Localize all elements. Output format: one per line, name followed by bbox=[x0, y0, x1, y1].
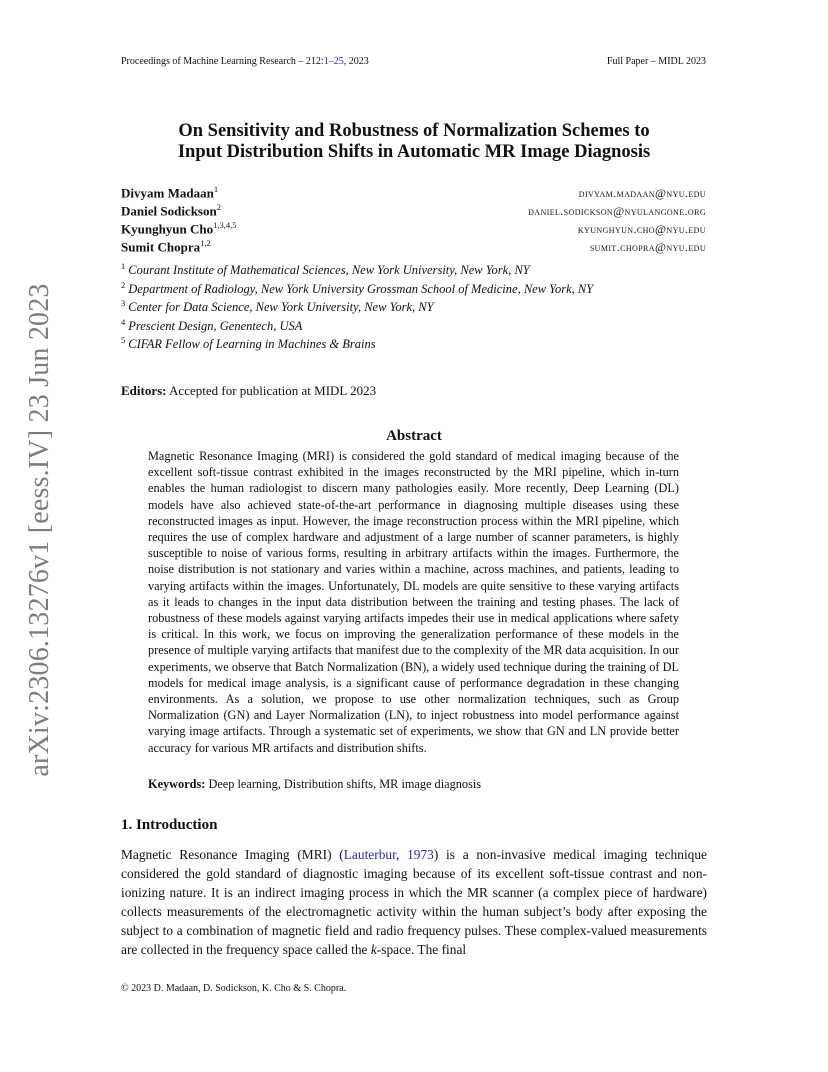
author-name: Sumit Chopra$^{1,2}$ bbox=[121, 238, 211, 255]
header-year: , 2023 bbox=[343, 56, 369, 67]
title-line-2: Input Distribution Shifts in Automatic MR Image Diagnosis bbox=[177, 142, 651, 162]
affiliation-item: $^5$ CIFAR Fellow of Learning in Machines & Brains bbox=[121, 335, 376, 352]
author-email[interactable]: sumit.chopra@nyu.edu bbox=[589, 240, 706, 255]
arxiv-sidebar-stamp: arXiv:2306.13276v1 [eess.IV] 23 Jun 2023 bbox=[24, 283, 55, 777]
running-header-left bbox=[121, 56, 369, 67]
author-email[interactable]: divyam.madaan@nyu.edu bbox=[578, 186, 706, 201]
citation-year-link[interactable]: 1973 bbox=[407, 847, 434, 862]
editors-note bbox=[121, 383, 376, 399]
author-affiliation-marks: 1,3,4,5 bbox=[213, 220, 237, 230]
author-row bbox=[121, 184, 706, 202]
journal-name: Proceedings of Machine Learning Research – 212: bbox=[121, 56, 324, 67]
author-block bbox=[121, 184, 706, 256]
author-email[interactable]: kyunghyun.cho@nyu.edu bbox=[577, 222, 706, 237]
keywords-label: Keywords: bbox=[148, 777, 206, 791]
author-name: Divyam Madaan$^1$ bbox=[121, 184, 219, 201]
author-name: Kyunghyun Cho$^{1,3,4,5}$ bbox=[121, 220, 237, 237]
section-heading-introduction: 1. Introduction bbox=[121, 817, 218, 833]
author-affiliation-marks: 2 bbox=[216, 202, 221, 212]
citation-author-link[interactable]: Lauterbur bbox=[343, 847, 397, 862]
keywords-text: Deep learning, Distribution shifts, MR image diagnosis bbox=[208, 777, 482, 791]
page-range-link[interactable]: 1–25 bbox=[323, 56, 344, 67]
author-affiliation-marks: 1 bbox=[213, 184, 219, 194]
author-row bbox=[121, 238, 706, 256]
affiliation-item: $^1$ Courant Institute of Mathematical Sciences, New York University, New York, NY bbox=[121, 261, 530, 278]
kspace-italic: k bbox=[370, 942, 377, 957]
author-email[interactable]: daniel.sodickson@nyulangone.org bbox=[528, 204, 706, 219]
editors-text: Accepted for publication at MIDL 2023 bbox=[169, 383, 377, 398]
author-affiliation-marks: 1,2 bbox=[200, 238, 211, 248]
abstract-heading: Abstract bbox=[386, 428, 442, 444]
running-header-right: Full Paper – MIDL 2023 bbox=[606, 56, 706, 67]
copyright-footer: © 2023 D. Madaan, D. Sodickson, K. Cho & S. Chopra. bbox=[121, 983, 347, 994]
abstract-body: Magnetic Resonance Imaging (MRI) is considered the gold standard of medical imaging because of the excellent soft-tissue contrast exhibited in the images reconstructed by the MRI pipeline, which in-turn enables the human radiologist to discern many pathologies easily. More recently, Deep Learning (DL) models have also achieved state-of-the-art performance in diagnosing multiple diseases using these reconstructed images as input. However, the image reconstruction process within the MRI pipeline, which requires the use of complex hardware and adjustment of a large number of scanner parameters, is highly susceptible to noise of various forms, resulting in arbitrary artifacts within the images. Furthermore, the noise distribution is not stationary and varies within a machine, across machines, and patients, leading to varying artifacts within the images. Unfortunately, DL models are quite sensitive to these varying artifacts as it leads to changes in the input data distribution between the training and testing phases. The lack of robustness of these models against varying artifacts impedes their use in medical applications where safety is critical. In this work, we focus on improving the generalization performance of these models in the presence of multiple varying artifacts that manifest due to the complexity of the MR data acquisition. In our experiments, we observe that Batch Normalization (BN), a widely used technique during the training of DL models for medical image analysis, is a significant cause of performance degradation in these changing environments. As a solution, we propose to use other normalization techniques, such as Group Normalization (GN) and Layer Normalization (LN), to inject robustness into model performance against varying image artifacts. Through a systematic set of experiments, we show that GN and LN provide better accuracy for various MR artifacts and distribution shifts. bbox=[148, 449, 679, 755]
author-row bbox=[121, 220, 706, 238]
introduction-paragraph: Magnetic Resonance Imaging (MRI) (Lauterbur, 1973) is a non-invasive medical imaging technique considered the gold standard of diagnostic imaging because of its excellent soft-tissue contrast and non-ionizing nature. It is an indirect imaging process in which the MR scanner (a complex piece of hardware) collects measurements of the electromagnetic activity within the human subject’s body after exposing the subject to a combination of magnetic field and radio frequency pulses. These complex-valued measurements are collected in the frequency space called the k-space. The final bbox=[121, 847, 708, 957]
author-row bbox=[121, 202, 706, 220]
affiliation-item: $^3$ Center for Data Science, New York University, New York, NY bbox=[121, 298, 434, 315]
paper-title bbox=[100, 121, 728, 163]
title-line-1: On Sensitivity and Robustness of Normalization Schemes to bbox=[178, 121, 650, 141]
affiliation-item: $^4$ Prescient Design, Genentech, USA bbox=[121, 316, 303, 333]
author-name: Daniel Sodickson$^2$ bbox=[121, 202, 221, 219]
affiliation-list bbox=[121, 261, 721, 354]
keywords-line bbox=[148, 777, 679, 792]
affiliation-item: $^2$ Department of Radiology, New York University Grossman School of Medicine, New York, NY bbox=[121, 279, 594, 296]
editors-label: Editors: bbox=[121, 383, 167, 398]
